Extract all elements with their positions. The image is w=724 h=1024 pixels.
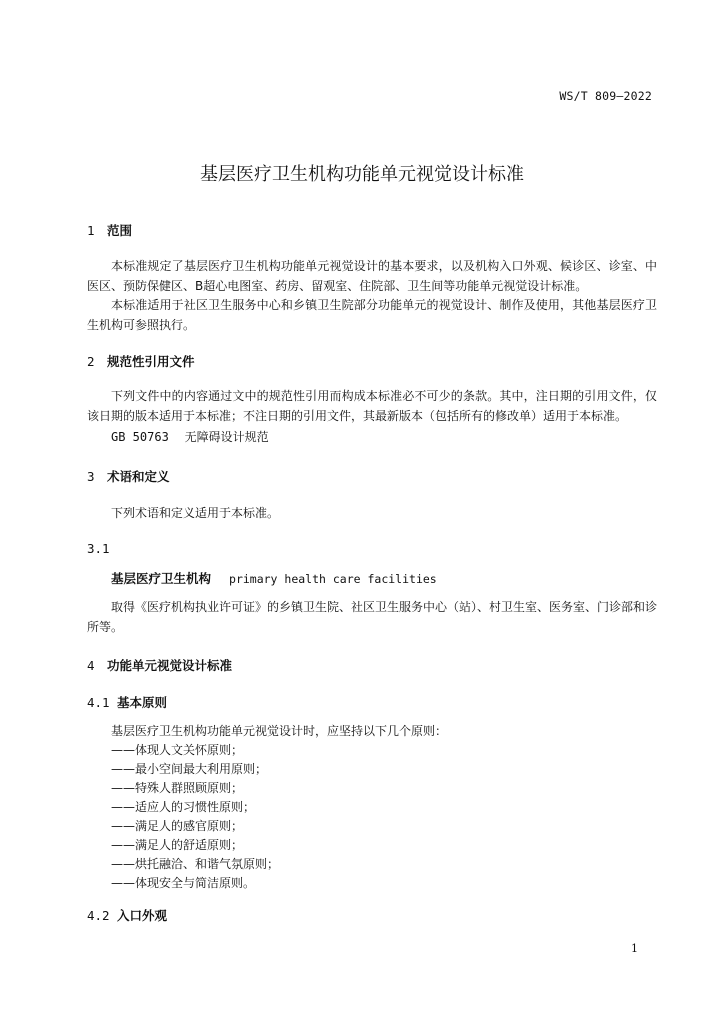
paragraph: 本标准规定了基层医疗卫生机构功能单元视觉设计的基本要求，以及机构入口外观、候诊区、诊室、中医区、预防保健区、B超心电图室、药房、留观室、住院部、卫生间等功能单元视觉设计标准。 xyxy=(87,259,657,293)
subsection-number: 4.1 xyxy=(87,695,110,710)
term-entry xyxy=(111,569,437,587)
subsection-4-1-heading xyxy=(87,693,167,711)
section-2-heading xyxy=(87,352,195,370)
normative-reference xyxy=(111,428,269,445)
section-title: 范围 xyxy=(107,223,133,238)
list-item: ——适应人的习惯性原则； xyxy=(111,800,256,814)
list-item: ——满足人的感官原则； xyxy=(111,819,244,833)
section-3-intro: 下列术语和定义适用于本标准。 xyxy=(111,506,280,520)
section-number: 2 xyxy=(87,354,95,369)
standard-code: WS/T 809—2022 xyxy=(559,89,652,103)
section-title: 术语和定义 xyxy=(107,469,170,484)
subsection-title: 基本原则 xyxy=(117,695,168,710)
section-number: 1 xyxy=(87,223,95,238)
section-title: 规范性引用文件 xyxy=(107,354,195,369)
term-english: primary health care facilities xyxy=(229,572,437,586)
section-number: 3 xyxy=(87,469,95,484)
list-item: ——烘托融洽、和谐气氛原则； xyxy=(111,857,280,871)
subsection-number: 4.2 xyxy=(87,908,110,923)
section-1-heading xyxy=(87,221,132,239)
principles-intro: 基层医疗卫生机构功能单元视觉设计时，应坚持以下几个原则： xyxy=(111,724,448,738)
term-definition: 取得《医疗机构执业许可证》的乡镇卫生院、社区卫生服务中心（站）、村卫生室、医务室、门诊部和诊所等。 xyxy=(87,600,658,634)
reference-title: 无障碍设计规范 xyxy=(184,430,269,444)
list-item: ——特殊人群照顾原则； xyxy=(111,781,244,795)
section-1-body xyxy=(87,257,657,335)
subsection-title: 入口外观 xyxy=(117,908,168,923)
term-number: 3.1 xyxy=(87,541,110,556)
term-definition-block xyxy=(87,598,657,637)
term-chinese: 基层医疗卫生机构 xyxy=(111,571,212,586)
section-2-body xyxy=(87,387,657,426)
page-number: 1 xyxy=(631,942,638,955)
paragraph: 本标准适用于社区卫生服务中心和乡镇卫生院部分功能单元的视觉设计、制作及使用，其他基层医疗卫生机构可参照执行。 xyxy=(87,298,657,332)
list-item: ——满足人的舒适原则； xyxy=(111,838,244,852)
section-3-heading xyxy=(87,467,170,485)
list-item: ——最小空间最大利用原则； xyxy=(111,762,268,776)
list-item: ——体现安全与简洁原则。 xyxy=(111,876,256,890)
section-number: 4 xyxy=(87,658,95,673)
section-title: 功能单元视觉设计标准 xyxy=(107,658,233,673)
page-title: 基层医疗卫生机构功能单元视觉设计标准 xyxy=(200,164,524,185)
paragraph: 下列文件中的内容通过文中的规范性引用而构成本标准必不可少的条款。其中，注日期的引用文件，仅该日期的版本适用于本标准；不注日期的引用文件，其最新版本（包括所有的修改单）适用于本标准。 xyxy=(87,389,657,423)
section-4-heading xyxy=(87,656,232,674)
subsection-4-2-heading xyxy=(87,906,167,924)
list-item: ——体现人文关怀原则； xyxy=(111,743,244,757)
reference-code: GB 50763 xyxy=(111,430,169,444)
